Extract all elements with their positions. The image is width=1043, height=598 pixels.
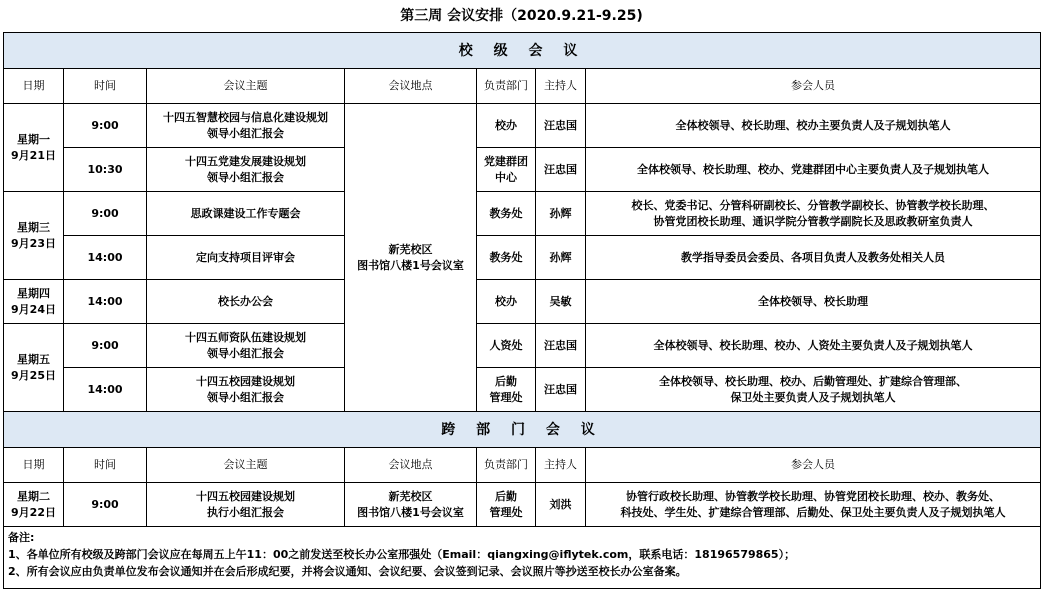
host-cell: 吴敏 bbox=[536, 280, 586, 324]
header-attendees: 参会人员 bbox=[586, 69, 1041, 104]
header-row bbox=[4, 69, 1041, 104]
table-row bbox=[4, 324, 1041, 368]
time-cell: 14:00 bbox=[64, 280, 147, 324]
host-cell: 汪忠国 bbox=[536, 324, 586, 368]
topic-cell: 十四五智慧校园与信息化建设规划 领导小组汇报会 bbox=[147, 104, 345, 148]
date-cell: 星期一 9月21日 bbox=[4, 104, 64, 192]
attendees-cell: 全体校领导、校长助理、校办、党建群团中心主要负责人及子规划执笔人 bbox=[586, 148, 1041, 192]
date-cell: 星期三 9月23日 bbox=[4, 192, 64, 280]
topic-cell: 定向支持项目评审会 bbox=[147, 236, 345, 280]
attendees-cell: 全体校领导、校长助理、校办、后勤管理处、扩建综合管理部、 保卫处主要负责人及子规划执笔人 bbox=[586, 368, 1041, 412]
topic-cell: 校长办公会 bbox=[147, 280, 345, 324]
host-cell: 孙辉 bbox=[536, 192, 586, 236]
attendees-cell: 全体校领导、校长助理、校办主要负责人及子规划执笔人 bbox=[586, 104, 1041, 148]
section-cross-dept-meetings: 跨 部 门 会 议 bbox=[4, 412, 1041, 448]
header-topic: 会议主题 bbox=[147, 448, 345, 483]
header-time: 时间 bbox=[64, 69, 147, 104]
time-cell: 14:00 bbox=[64, 236, 147, 280]
location-cell: 新芜校区 图书馆八楼1号会议室 bbox=[345, 104, 477, 412]
attendees-cell: 全体校领导、校长助理 bbox=[586, 280, 1041, 324]
header-dept: 负责部门 bbox=[477, 69, 536, 104]
header-row bbox=[4, 448, 1041, 483]
topic-cell: 十四五党建发展建设规划 领导小组汇报会 bbox=[147, 148, 345, 192]
attendees-cell: 校长、党委书记、分管科研副校长、分管教学副校长、协管教学校长助理、 协管党团校长助理、通识学院分管教学副院长及思政教研室负责人 bbox=[586, 192, 1041, 236]
header-dept: 负责部门 bbox=[477, 448, 536, 483]
host-cell: 孙辉 bbox=[536, 236, 586, 280]
location-cell: 新芜校区 图书馆八楼1号会议室 bbox=[345, 483, 477, 527]
topic-cell: 十四五校园建设规划 执行小组汇报会 bbox=[147, 483, 345, 527]
table-row bbox=[4, 236, 1041, 280]
header-location: 会议地点 bbox=[345, 448, 477, 483]
host-cell: 汪忠国 bbox=[536, 368, 586, 412]
attendees-cell: 全体校领导、校长助理、校办、人资处主要负责人及子规划执笔人 bbox=[586, 324, 1041, 368]
dept-cell: 校办 bbox=[477, 104, 536, 148]
meeting-schedule-table bbox=[3, 32, 1041, 589]
dept-cell: 教务处 bbox=[477, 192, 536, 236]
host-cell: 汪忠国 bbox=[536, 148, 586, 192]
page-title: 第三周 会议安排（2020.9.21-9.25) bbox=[400, 8, 643, 24]
attendees-cell: 协管行政校长助理、协管教学校长助理、协管党团校长助理、校办、教务处、 科技处、学生处、扩建综合管理部、后勤处、保卫处主要负责人及子规划执笔人 bbox=[586, 483, 1041, 527]
dept-cell: 后勤 管理处 bbox=[477, 368, 536, 412]
time-cell: 9:00 bbox=[64, 104, 147, 148]
date-cell: 星期四 9月24日 bbox=[4, 280, 64, 324]
topic-cell: 十四五校园建设规划 领导小组汇报会 bbox=[147, 368, 345, 412]
header-date: 日期 bbox=[4, 69, 64, 104]
header-time: 时间 bbox=[64, 448, 147, 483]
date-cell: 星期五 9月25日 bbox=[4, 324, 64, 412]
table-row bbox=[4, 280, 1041, 324]
attendees-cell: 教学指导委员会委员、各项目负责人及教务处相关人员 bbox=[586, 236, 1041, 280]
time-cell: 9:00 bbox=[64, 483, 147, 527]
notes-line: 2、所有会议应由负责单位发布会议通知并在会后形成纪要，并将会议通知、会议纪要、会议签到记录、会议照片等抄送至校长办公室备案。 bbox=[8, 565, 687, 578]
time-cell: 10:30 bbox=[64, 148, 147, 192]
header-attendees: 参会人员 bbox=[586, 448, 1041, 483]
section-school-meetings: 校 级 会 议 bbox=[4, 33, 1041, 69]
time-cell: 9:00 bbox=[64, 192, 147, 236]
dept-cell: 校办 bbox=[477, 280, 536, 324]
header-date: 日期 bbox=[4, 448, 64, 483]
notes-line: 1、各单位所有校级及跨部门会议应在每周五上午11：00之前发送至校长办公室邢强处（Email：qiangxing@iflytek.com，联系电话：18196579865）； bbox=[8, 548, 796, 561]
dept-cell: 人资处 bbox=[477, 324, 536, 368]
notes-section bbox=[4, 527, 1041, 589]
dept-cell: 党建群团 中心 bbox=[477, 148, 536, 192]
host-cell: 刘洪 bbox=[536, 483, 586, 527]
time-cell: 9:00 bbox=[64, 324, 147, 368]
topic-cell: 思政课建设工作专题会 bbox=[147, 192, 345, 236]
date-cell: 星期二 9月22日 bbox=[4, 483, 64, 527]
dept-cell: 后勤 管理处 bbox=[477, 483, 536, 527]
header-location: 会议地点 bbox=[345, 69, 477, 104]
header-topic: 会议主题 bbox=[147, 69, 345, 104]
host-cell: 汪忠国 bbox=[536, 104, 586, 148]
table-row bbox=[4, 368, 1041, 412]
table-row bbox=[4, 148, 1041, 192]
table-row bbox=[4, 104, 1041, 148]
notes-label: 备注: bbox=[8, 531, 35, 544]
header-host: 主持人 bbox=[536, 69, 586, 104]
time-cell: 14:00 bbox=[64, 368, 147, 412]
dept-cell: 教务处 bbox=[477, 236, 536, 280]
table-row bbox=[4, 483, 1041, 527]
header-host: 主持人 bbox=[536, 448, 586, 483]
topic-cell: 十四五师资队伍建设规划 领导小组汇报会 bbox=[147, 324, 345, 368]
table-row bbox=[4, 192, 1041, 236]
